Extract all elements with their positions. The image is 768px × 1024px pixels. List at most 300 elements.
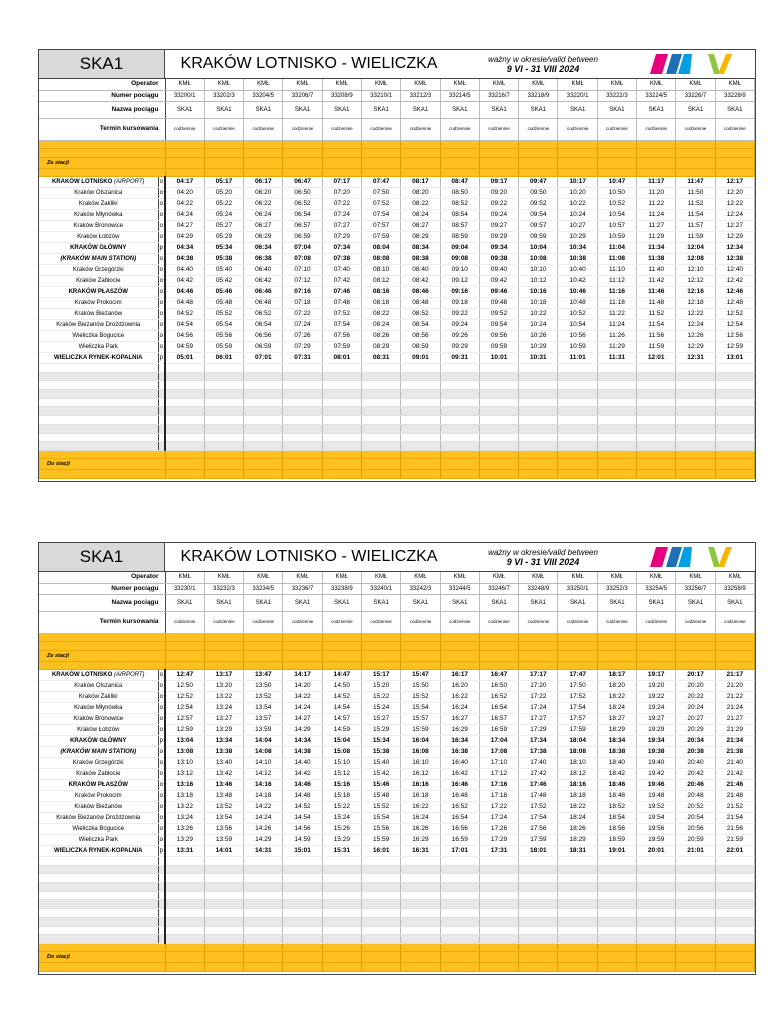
blank-cell: [362, 398, 401, 407]
to-station-row-label: [39, 470, 165, 479]
blank-cell: [39, 909, 158, 918]
time-cell: 08:10: [362, 265, 401, 276]
time-cell: 19:40: [637, 758, 676, 769]
time-cell: 14:54: [322, 703, 361, 714]
operator-row-cell: KMŁ: [676, 572, 715, 583]
blank-cell: [158, 381, 165, 390]
blank-cell: [676, 381, 715, 390]
time-cell: 08:12: [362, 276, 401, 287]
time-cell: 15:48: [362, 791, 401, 802]
blank-cell: [440, 424, 479, 433]
to-station-row-cell: [440, 943, 479, 952]
time-cell: 19:01: [597, 846, 636, 857]
to-station-row-label: Do stacji: [39, 952, 165, 963]
blank-cell: [597, 874, 636, 883]
time-cell: 16:22: [440, 692, 479, 703]
time-cell: 04:38: [165, 254, 204, 265]
blank-cell: [440, 935, 479, 944]
time-cell: 04:40: [165, 265, 204, 276]
arrival-departure-flag: o: [158, 177, 165, 188]
blank-cell: [401, 398, 440, 407]
to-station-row-cell: [362, 963, 401, 972]
blank-cell: [558, 407, 597, 416]
time-cell: 05:52: [204, 309, 243, 320]
stop-row: [39, 747, 755, 758]
time-cell: 10:50: [597, 188, 636, 199]
from-station-row-cell: [283, 140, 322, 149]
from-station-row-cell: [322, 168, 361, 177]
blank-cell: [322, 865, 361, 874]
station-label: Kraków Olszanica: [74, 190, 123, 196]
train-name-row-cell: SKA1: [204, 101, 243, 118]
blank-cell: [39, 865, 158, 874]
time-cell: 11:56: [637, 331, 676, 342]
blank-cell: [440, 883, 479, 892]
time-cell: 11:47: [676, 177, 715, 188]
to-station-row-cell: [362, 943, 401, 952]
to-station-row-cell: [204, 952, 243, 963]
time-cell: 08:08: [362, 254, 401, 265]
to-station-row-cell: [676, 470, 715, 479]
time-cell: 12:42: [715, 276, 754, 287]
from-station-row-cell: [637, 140, 676, 149]
time-cell: 14:12: [244, 769, 283, 780]
blank-cell: [322, 935, 361, 944]
blank-cell: [39, 883, 158, 892]
time-cell: 13:47: [244, 670, 283, 681]
blank-cell: [715, 372, 754, 381]
blank-cell: [479, 883, 518, 892]
blank-cell: [158, 883, 165, 892]
time-cell: 08:54: [440, 210, 479, 221]
blank-cell: [362, 424, 401, 433]
stop-row: [39, 758, 755, 769]
time-cell: 08:20: [401, 188, 440, 199]
from-station-row-cell: [479, 650, 518, 661]
arrival-departure-flag: o: [158, 692, 165, 703]
operating-days-row-cell: codziennie: [597, 611, 636, 633]
time-cell: 17:48: [519, 791, 558, 802]
blank-cell: [558, 416, 597, 425]
time-cell: 09:42: [479, 276, 518, 287]
time-cell: 12:26: [676, 331, 715, 342]
time-cell: 16:24: [401, 813, 440, 824]
to-station-row-cell: [715, 963, 754, 972]
time-cell: 11:08: [597, 254, 636, 265]
blank-row: [39, 364, 755, 373]
to-station-row-cell: [283, 459, 322, 470]
time-cell: 11:50: [676, 188, 715, 199]
blank-cell: [676, 865, 715, 874]
blank-cell: [362, 433, 401, 442]
operating-days-row-cell: codziennie: [401, 118, 440, 140]
train-name-row-cell: SKA1: [519, 594, 558, 611]
blank-cell: [204, 372, 243, 381]
validity-dates: 9 VI - 31 VIII 2024: [506, 556, 580, 567]
blank-cell: [558, 883, 597, 892]
time-cell: 15:40: [362, 758, 401, 769]
blank-cell: [558, 398, 597, 407]
station-label: Kraków Młynówka: [74, 705, 123, 711]
from-station-row-cell: [165, 168, 204, 177]
to-station-row-cell: [440, 470, 479, 479]
from-station-row: [39, 650, 755, 661]
time-cell: 07:08: [283, 254, 322, 265]
blank-cell: [440, 891, 479, 900]
from-station-row-cell: [519, 650, 558, 661]
station-label: KRAKÓW GŁÓWNY: [70, 245, 127, 251]
time-cell: 05:38: [204, 254, 243, 265]
station-label: WIELICZKA RYNEK-KOPALNIA: [54, 848, 143, 854]
from-station-row-cell: [165, 149, 204, 158]
blank-cell: [597, 442, 636, 451]
time-cell: 14:24: [244, 813, 283, 824]
blank-cell: [283, 891, 322, 900]
time-cell: 08:31: [362, 353, 401, 364]
time-cell: 06:42: [244, 276, 283, 287]
blank-cell: [244, 874, 283, 883]
time-cell: 07:34: [322, 243, 361, 254]
time-cell: 20:46: [676, 780, 715, 791]
blank-cell: [519, 865, 558, 874]
time-cell: 19:42: [637, 769, 676, 780]
blank-cell: [479, 857, 518, 866]
stop-row: [39, 232, 755, 243]
from-station-row-label: [39, 633, 165, 642]
blank-cell: [362, 372, 401, 381]
time-cell: 11:34: [637, 243, 676, 254]
to-station-row-cell: [362, 459, 401, 470]
blank-cell: [558, 909, 597, 918]
station-note: (AIRPORT): [113, 672, 145, 678]
from-station-row-cell: [597, 157, 636, 168]
train-name-row-cell: SKA1: [715, 594, 754, 611]
to-station-row-label: [39, 963, 165, 972]
train-name-row-cell: SKA1: [165, 101, 204, 118]
to-station-row-cell: [558, 450, 597, 459]
to-station-row-cell: [637, 470, 676, 479]
blank-cell: [479, 909, 518, 918]
to-station-row-cell: [676, 963, 715, 972]
blank-cell: [479, 891, 518, 900]
blank-cell: [283, 424, 322, 433]
blank-cell: [283, 865, 322, 874]
blank-cell: [715, 390, 754, 399]
blank-cell: [158, 857, 165, 866]
blank-row: [39, 857, 755, 866]
time-cell: 09:54: [519, 210, 558, 221]
time-cell: 17:38: [519, 747, 558, 758]
time-cell: 07:52: [362, 199, 401, 210]
blank-cell: [715, 407, 754, 416]
blank-cell: [204, 364, 243, 373]
station-label: Kraków Bieżanów: [74, 804, 123, 810]
station-note: (AIRPORT): [113, 179, 145, 185]
time-cell: 12:12: [676, 276, 715, 287]
stop-row: [39, 265, 755, 276]
blank-cell: [244, 372, 283, 381]
from-station-row: [39, 661, 755, 670]
blank-cell: [676, 917, 715, 926]
station-label: Kraków Łobzów: [77, 727, 120, 733]
train-name-row-cell: SKA1: [479, 101, 518, 118]
operating-days-row: [39, 611, 755, 633]
blank-cell: [519, 424, 558, 433]
blank-cell: [676, 424, 715, 433]
blank-row: [39, 433, 755, 442]
time-cell: 07:54: [362, 210, 401, 221]
stop-row: [39, 791, 755, 802]
time-cell: 09:59: [519, 232, 558, 243]
stop-row: [39, 681, 755, 692]
time-cell: 11:59: [676, 232, 715, 243]
time-cell: 13:24: [204, 703, 243, 714]
blank-cell: [165, 416, 204, 425]
time-cell: 13:54: [204, 813, 243, 824]
blank-cell: [637, 424, 676, 433]
time-cell: 09:24: [479, 210, 518, 221]
blank-cell: [597, 433, 636, 442]
from-station-row-cell: [322, 633, 361, 642]
operating-days-row-cell: codziennie: [322, 118, 361, 140]
train-name-row-cell: SKA1: [440, 594, 479, 611]
time-cell: 20:56: [676, 824, 715, 835]
station-name: [39, 813, 158, 824]
from-station-row-cell: [204, 168, 243, 177]
stop-row: [39, 813, 755, 824]
train-name-row-cell: SKA1: [244, 594, 283, 611]
blank-cell: [204, 865, 243, 874]
blank-cell: [322, 883, 361, 892]
blank-cell: [519, 883, 558, 892]
time-cell: 06:34: [244, 243, 283, 254]
time-cell: 08:59: [401, 342, 440, 353]
train-name-row-cell: SKA1: [676, 594, 715, 611]
time-cell: 13:16: [165, 780, 204, 791]
blank-cell: [519, 891, 558, 900]
blank-cell: [440, 381, 479, 390]
blank-cell: [39, 364, 158, 373]
arrival-departure-flag: o: [158, 780, 165, 791]
arrival-departure-flag: o: [158, 802, 165, 813]
arrival-departure-flag: o: [158, 254, 165, 265]
time-cell: 07:29: [322, 232, 361, 243]
from-station-row-cell: [401, 642, 440, 651]
time-cell: 14:56: [283, 824, 322, 835]
station-name: [39, 791, 158, 802]
blank-cell: [204, 381, 243, 390]
time-cell: 13:50: [244, 681, 283, 692]
from-station-row-cell: [440, 650, 479, 661]
blank-row: [39, 372, 755, 381]
time-cell: 05:24: [204, 210, 243, 221]
blank-cell: [283, 909, 322, 918]
blank-cell: [283, 935, 322, 944]
time-cell: 16:04: [401, 736, 440, 747]
blank-cell: [440, 433, 479, 442]
blank-cell: [244, 381, 283, 390]
blank-cell: [401, 390, 440, 399]
time-cell: 07:12: [283, 276, 322, 287]
time-cell: 20:17: [676, 670, 715, 681]
blank-cell: [283, 917, 322, 926]
to-station-row-cell: [165, 450, 204, 459]
blank-cell: [165, 442, 204, 451]
to-station-row-cell: [283, 963, 322, 972]
blank-cell: [158, 372, 165, 381]
blank-cell: [158, 874, 165, 883]
to-station-row-cell: [322, 943, 361, 952]
operating-days-row-cell: codziennie: [440, 611, 479, 633]
stop-row: [39, 320, 755, 331]
time-cell: 15:16: [322, 780, 361, 791]
from-station-row: [39, 157, 755, 168]
blank-cell: [283, 857, 322, 866]
time-cell: 18:26: [558, 824, 597, 835]
blank-cell: [519, 390, 558, 399]
time-cell: 09:52: [479, 309, 518, 320]
from-station-row-cell: [283, 149, 322, 158]
time-cell: 06:22: [244, 199, 283, 210]
from-station-row: [39, 642, 755, 651]
blank-cell: [597, 416, 636, 425]
time-cell: 21:56: [715, 824, 754, 835]
time-cell: 16:34: [440, 736, 479, 747]
station-label: KRAKÓW PŁASZÓW: [68, 782, 128, 788]
arrival-departure-flag: o: [158, 265, 165, 276]
train-name-row-cell: SKA1: [676, 101, 715, 118]
time-cell: 14:59: [283, 835, 322, 846]
from-station-row-cell: [244, 642, 283, 651]
time-cell: 12:16: [676, 287, 715, 298]
train-number-row-cell: 33254/5: [637, 583, 676, 594]
station-name: [39, 342, 158, 353]
time-cell: 04:52: [165, 309, 204, 320]
blank-cell: [165, 857, 204, 866]
blank-cell: [637, 900, 676, 909]
to-station-row-cell: [362, 470, 401, 479]
time-cell: 13:52: [204, 802, 243, 813]
blank-cell: [597, 381, 636, 390]
blank-cell: [440, 398, 479, 407]
to-station-row-cell: [637, 943, 676, 952]
time-cell: 14:01: [204, 846, 243, 857]
from-station-row-cell: [676, 650, 715, 661]
from-station-row-cell: [283, 157, 322, 168]
time-cell: 14:17: [283, 670, 322, 681]
time-cell: 16:54: [479, 703, 518, 714]
blank-cell: [165, 424, 204, 433]
to-station-row-cell: [204, 470, 243, 479]
time-cell: 15:08: [322, 747, 361, 758]
blank-cell: [440, 917, 479, 926]
station-name: [39, 276, 158, 287]
time-cell: 13:38: [204, 747, 243, 758]
time-cell: 13:20: [204, 681, 243, 692]
time-cell: 10:34: [558, 243, 597, 254]
time-cell: 14:10: [244, 758, 283, 769]
time-cell: 12:46: [715, 287, 754, 298]
from-station-row-cell: [519, 149, 558, 158]
blank-cell: [158, 416, 165, 425]
operator-row-cell: KMŁ: [637, 572, 676, 583]
station-name: [39, 736, 158, 747]
stop-row: [39, 243, 755, 254]
blank-cell: [401, 424, 440, 433]
to-station-row-cell: [676, 459, 715, 470]
train-number-row-label: Numer pociągu: [39, 583, 165, 594]
operator-row-cell: KMŁ: [440, 572, 479, 583]
time-cell: 06:01: [204, 353, 243, 364]
time-cell: 07:46: [322, 287, 361, 298]
time-cell: 08:18: [362, 298, 401, 309]
blank-cell: [519, 874, 558, 883]
to-station-row-cell: [283, 470, 322, 479]
time-cell: 14:18: [244, 791, 283, 802]
blank-cell: [479, 416, 518, 425]
to-station-row-cell: [322, 450, 361, 459]
station-name: [39, 725, 158, 736]
blank-cell: [519, 416, 558, 425]
operator-row-label: Operator: [39, 572, 165, 583]
time-cell: 18:22: [558, 802, 597, 813]
time-cell: 12:22: [715, 199, 754, 210]
time-cell: 14:50: [322, 681, 361, 692]
time-cell: 11:59: [637, 342, 676, 353]
from-station-row-cell: [479, 642, 518, 651]
train-name-row-cell: SKA1: [322, 101, 361, 118]
to-station-row-cell: [440, 450, 479, 459]
to-station-row-cell: [401, 470, 440, 479]
from-station-row-cell: [440, 140, 479, 149]
stop-row: [39, 824, 755, 835]
blank-cell: [637, 857, 676, 866]
time-cell: 06:48: [244, 298, 283, 309]
time-cell: 14:24: [283, 703, 322, 714]
to-station-row-cell: [637, 450, 676, 459]
time-cell: 14:08: [244, 747, 283, 758]
time-cell: 15:20: [362, 681, 401, 692]
blank-cell: [204, 874, 243, 883]
time-cell: 18:12: [558, 769, 597, 780]
blank-cell: [362, 442, 401, 451]
time-cell: 18:04: [558, 736, 597, 747]
time-cell: 17:12: [479, 769, 518, 780]
blank-cell: [597, 398, 636, 407]
from-station-row-cell: [676, 633, 715, 642]
from-station-row-label: Ze stacji: [39, 650, 165, 661]
to-station-row-cell: [715, 943, 754, 952]
blank-cell: [519, 909, 558, 918]
to-station-row-cell: [165, 952, 204, 963]
train-number-row: [39, 90, 755, 101]
blank-cell: [597, 900, 636, 909]
blank-cell: [204, 909, 243, 918]
blank-cell: [165, 935, 204, 944]
blank-cell: [165, 433, 204, 442]
time-cell: 18:01: [519, 846, 558, 857]
time-cell: 14:20: [283, 681, 322, 692]
time-cell: 04:34: [165, 243, 204, 254]
time-cell: 15:31: [322, 846, 361, 857]
time-cell: 17:27: [519, 714, 558, 725]
time-cell: 11:38: [637, 254, 676, 265]
time-cell: 19:20: [637, 681, 676, 692]
station-label: KRAKÓW LOTNISKO: [51, 179, 113, 185]
from-station-row-cell: [637, 157, 676, 168]
from-station-row-cell: [715, 157, 754, 168]
station-label: Kraków Prokocim: [74, 793, 122, 799]
